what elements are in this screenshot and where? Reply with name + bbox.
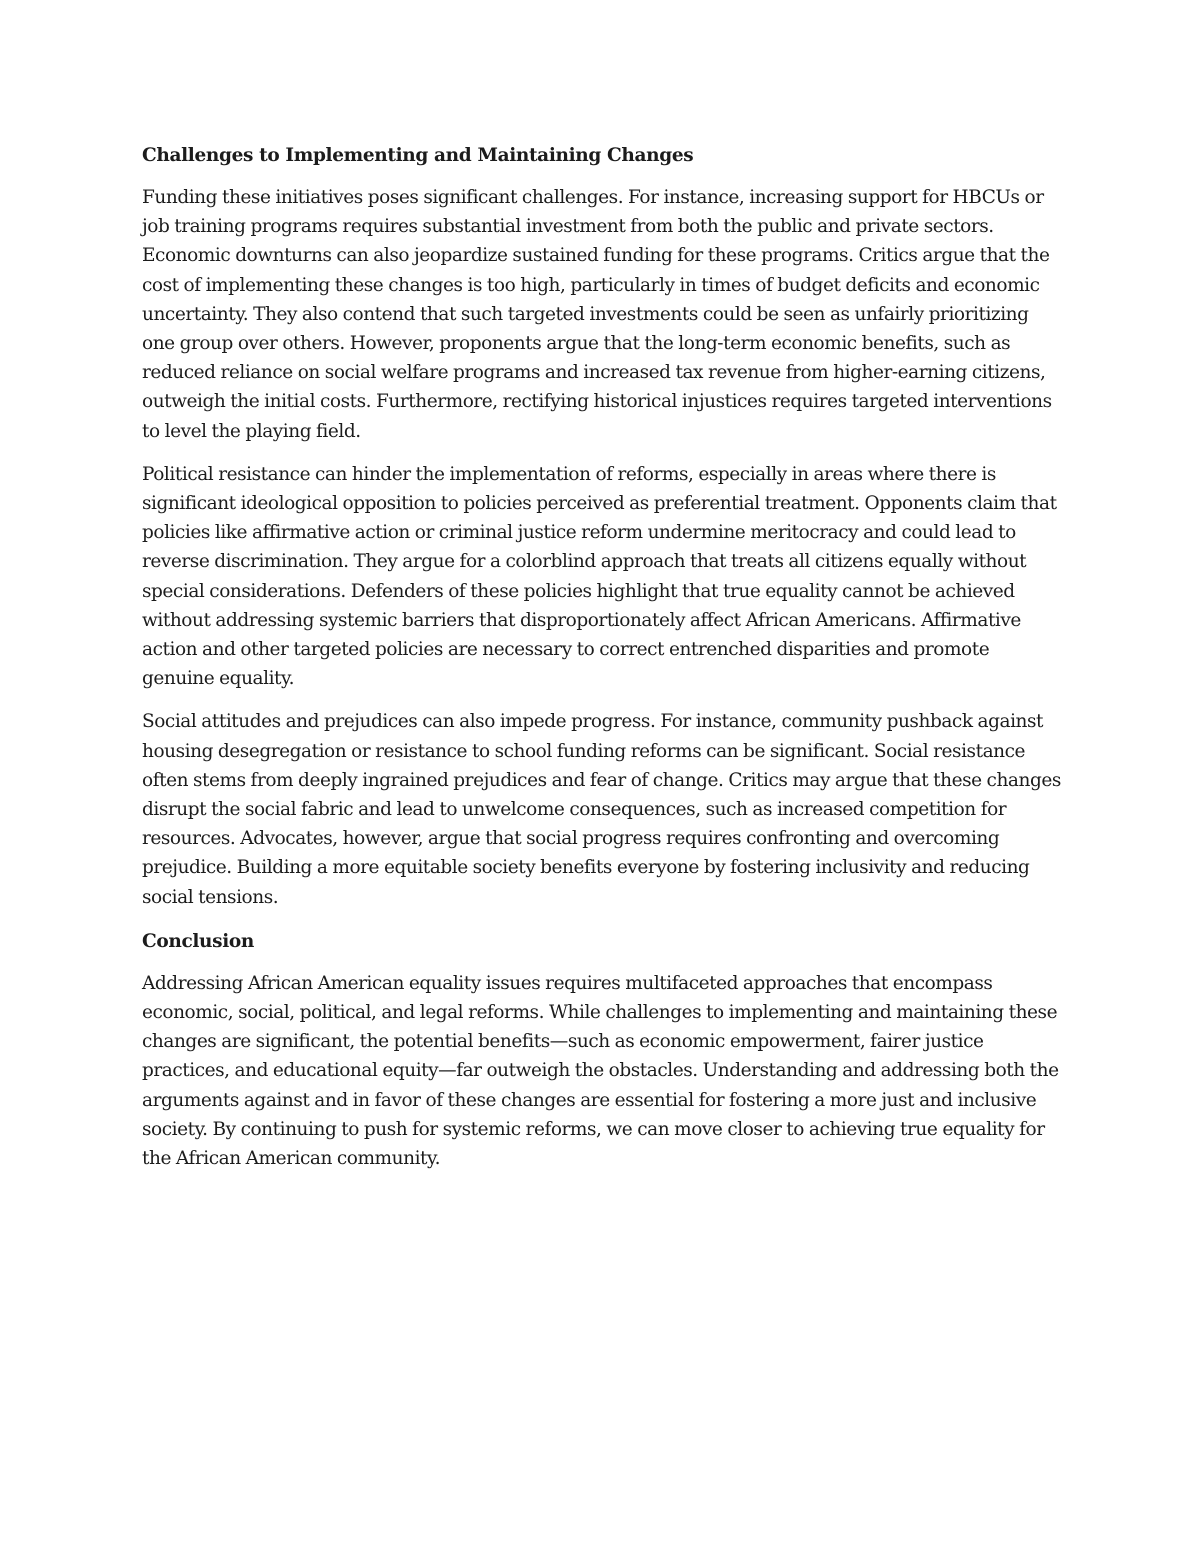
section-heading-challenges: Challenges to Implementing and Maintaining Changes [142,145,694,166]
section-heading-conclusion: Conclusion [142,930,254,952]
paragraph-funding: Funding these initiatives poses significant challenges. For instance, increasing support for HBCUs or job training programs requires substantial investment from both the public and private sectors. Economic downturns can also jeopardize sustained funding for these programs. Critics argue that the cost of implementing these changes is too high, particularly in times of budget deficits and economic uncertainty. They also contend that such targeted investments could be seen as unfairly prioritizing one group over others. However, proponents argue that the long-term economic benefits, such as reduced reliance on social welfare programs and increased tax revenue from higher-earning citizens, outweigh the initial costs. Furthermore, rectifying historical injustices requires targeted interventions to level the playing field. [142,187,1052,442]
paragraph-political-resistance: Political resistance can hinder the implementation of reforms, especially in areas where there is significant ideological opposition to policies perceived as preferential treatment. Opponents claim that policies like affirmative action or criminal justice reform undermine meritocracy and could lead to reverse discrimination. They argue for a colorblind approach that treats all citizens equally without special considerations. Defenders of these policies highlight that true equality cannot be achieved without addressing systemic barriers that disproportionately affect African Americans. Affirmative action and other targeted policies are necessary to correct entrenched disparities and promote genuine equality. [142,463,1057,690]
document-page [142,140,1062,1187]
paragraph-conclusion: Addressing African American equality issues requires multifaceted approaches that encompass economic, social, political, and legal reforms. While challenges to implementing and maintaining these changes are significant, the potential benefits—such as economic empowerment, fairer justice practices, and educational equity—far outweigh the obstacles. Understanding and addressing both the arguments against and in favor of these changes are essential for fostering a more just and inclusive society. By continuing to push for systemic reforms, we can move closer to achieving true equality for the African American community. [142,972,1059,1170]
paragraph-social-attitudes: Social attitudes and prejudices can also impede progress. For instance, community pushback against housing desegregation or resistance to school funding reforms can be significant. Social resistance often stems from deeply ingrained prejudices and fear of change. Critics may argue that these changes disrupt the social fabric and lead to unwelcome consequences, such as increased competition for resources. Advocates, however, argue that social progress requires confronting and overcoming prejudice. Building a more equitable society benefits everyone by fostering inclusivity and reducing social tensions. [142,711,1061,908]
